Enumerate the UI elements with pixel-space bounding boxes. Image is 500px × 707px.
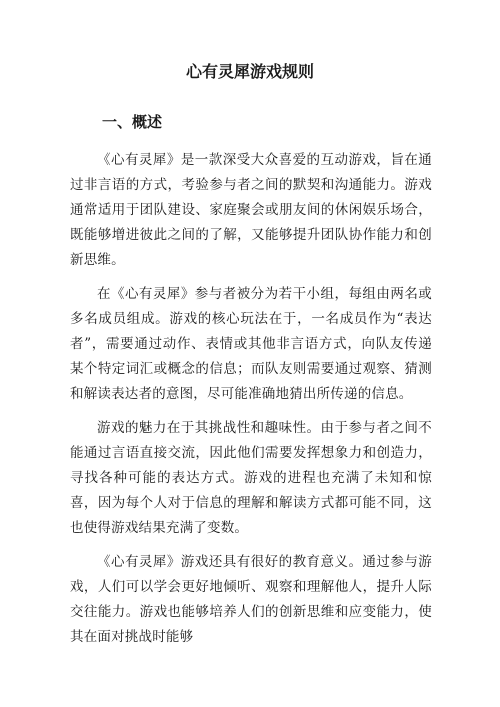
- paragraph: 《心有灵犀》游戏还具有很好的教育意义。通过参与游戏，人们可以学会更好地倾听、观察和理解他人，提升人际交往能力。游戏也能够培养人们的创新思维和应变能力，使其在面对挑战时能够: [70, 554, 432, 645]
- paragraph: 在《心有灵犀》参与者被分为若干小组，每组由两名或多名成员组成。游戏的核心玩法在于，一名成员作为“表达者”，需要通过动作、表情或其他非言语方式，向队友传递某个特定词汇或概念的信息；而队友则需要通过观察、猜测和解读表达者的意图，尽可能准确地猜出所传递的信息。: [70, 286, 432, 402]
- document-title: 心有灵犀游戏规则: [185, 62, 314, 81]
- body-text: [70, 148, 432, 659]
- paragraph: 《心有灵犀》是一款深受大众喜爱的互动游戏，旨在通过非言语的方式，考验参与者之间的默契和沟通能力。游戏通常适用于团队建设、家庭聚会或朋友间的休闲娱乐场合，既能够增进彼此之间的了解，又能够提升团队协作能力和创新思维。: [70, 152, 432, 268]
- paragraph: 游戏的魅力在于其挑战性和趣味性。由于参与者之间不能通过言语直接交流，因此他们需要发挥想象力和创造力，寻找各种可能的表达方式。游戏的进程也充满了未知和惊喜，因为每个人对于信息的理解和解读方式都可能不同，这也使得游戏结果充满了变数。: [70, 420, 432, 536]
- section-heading: 一、概述: [102, 113, 163, 131]
